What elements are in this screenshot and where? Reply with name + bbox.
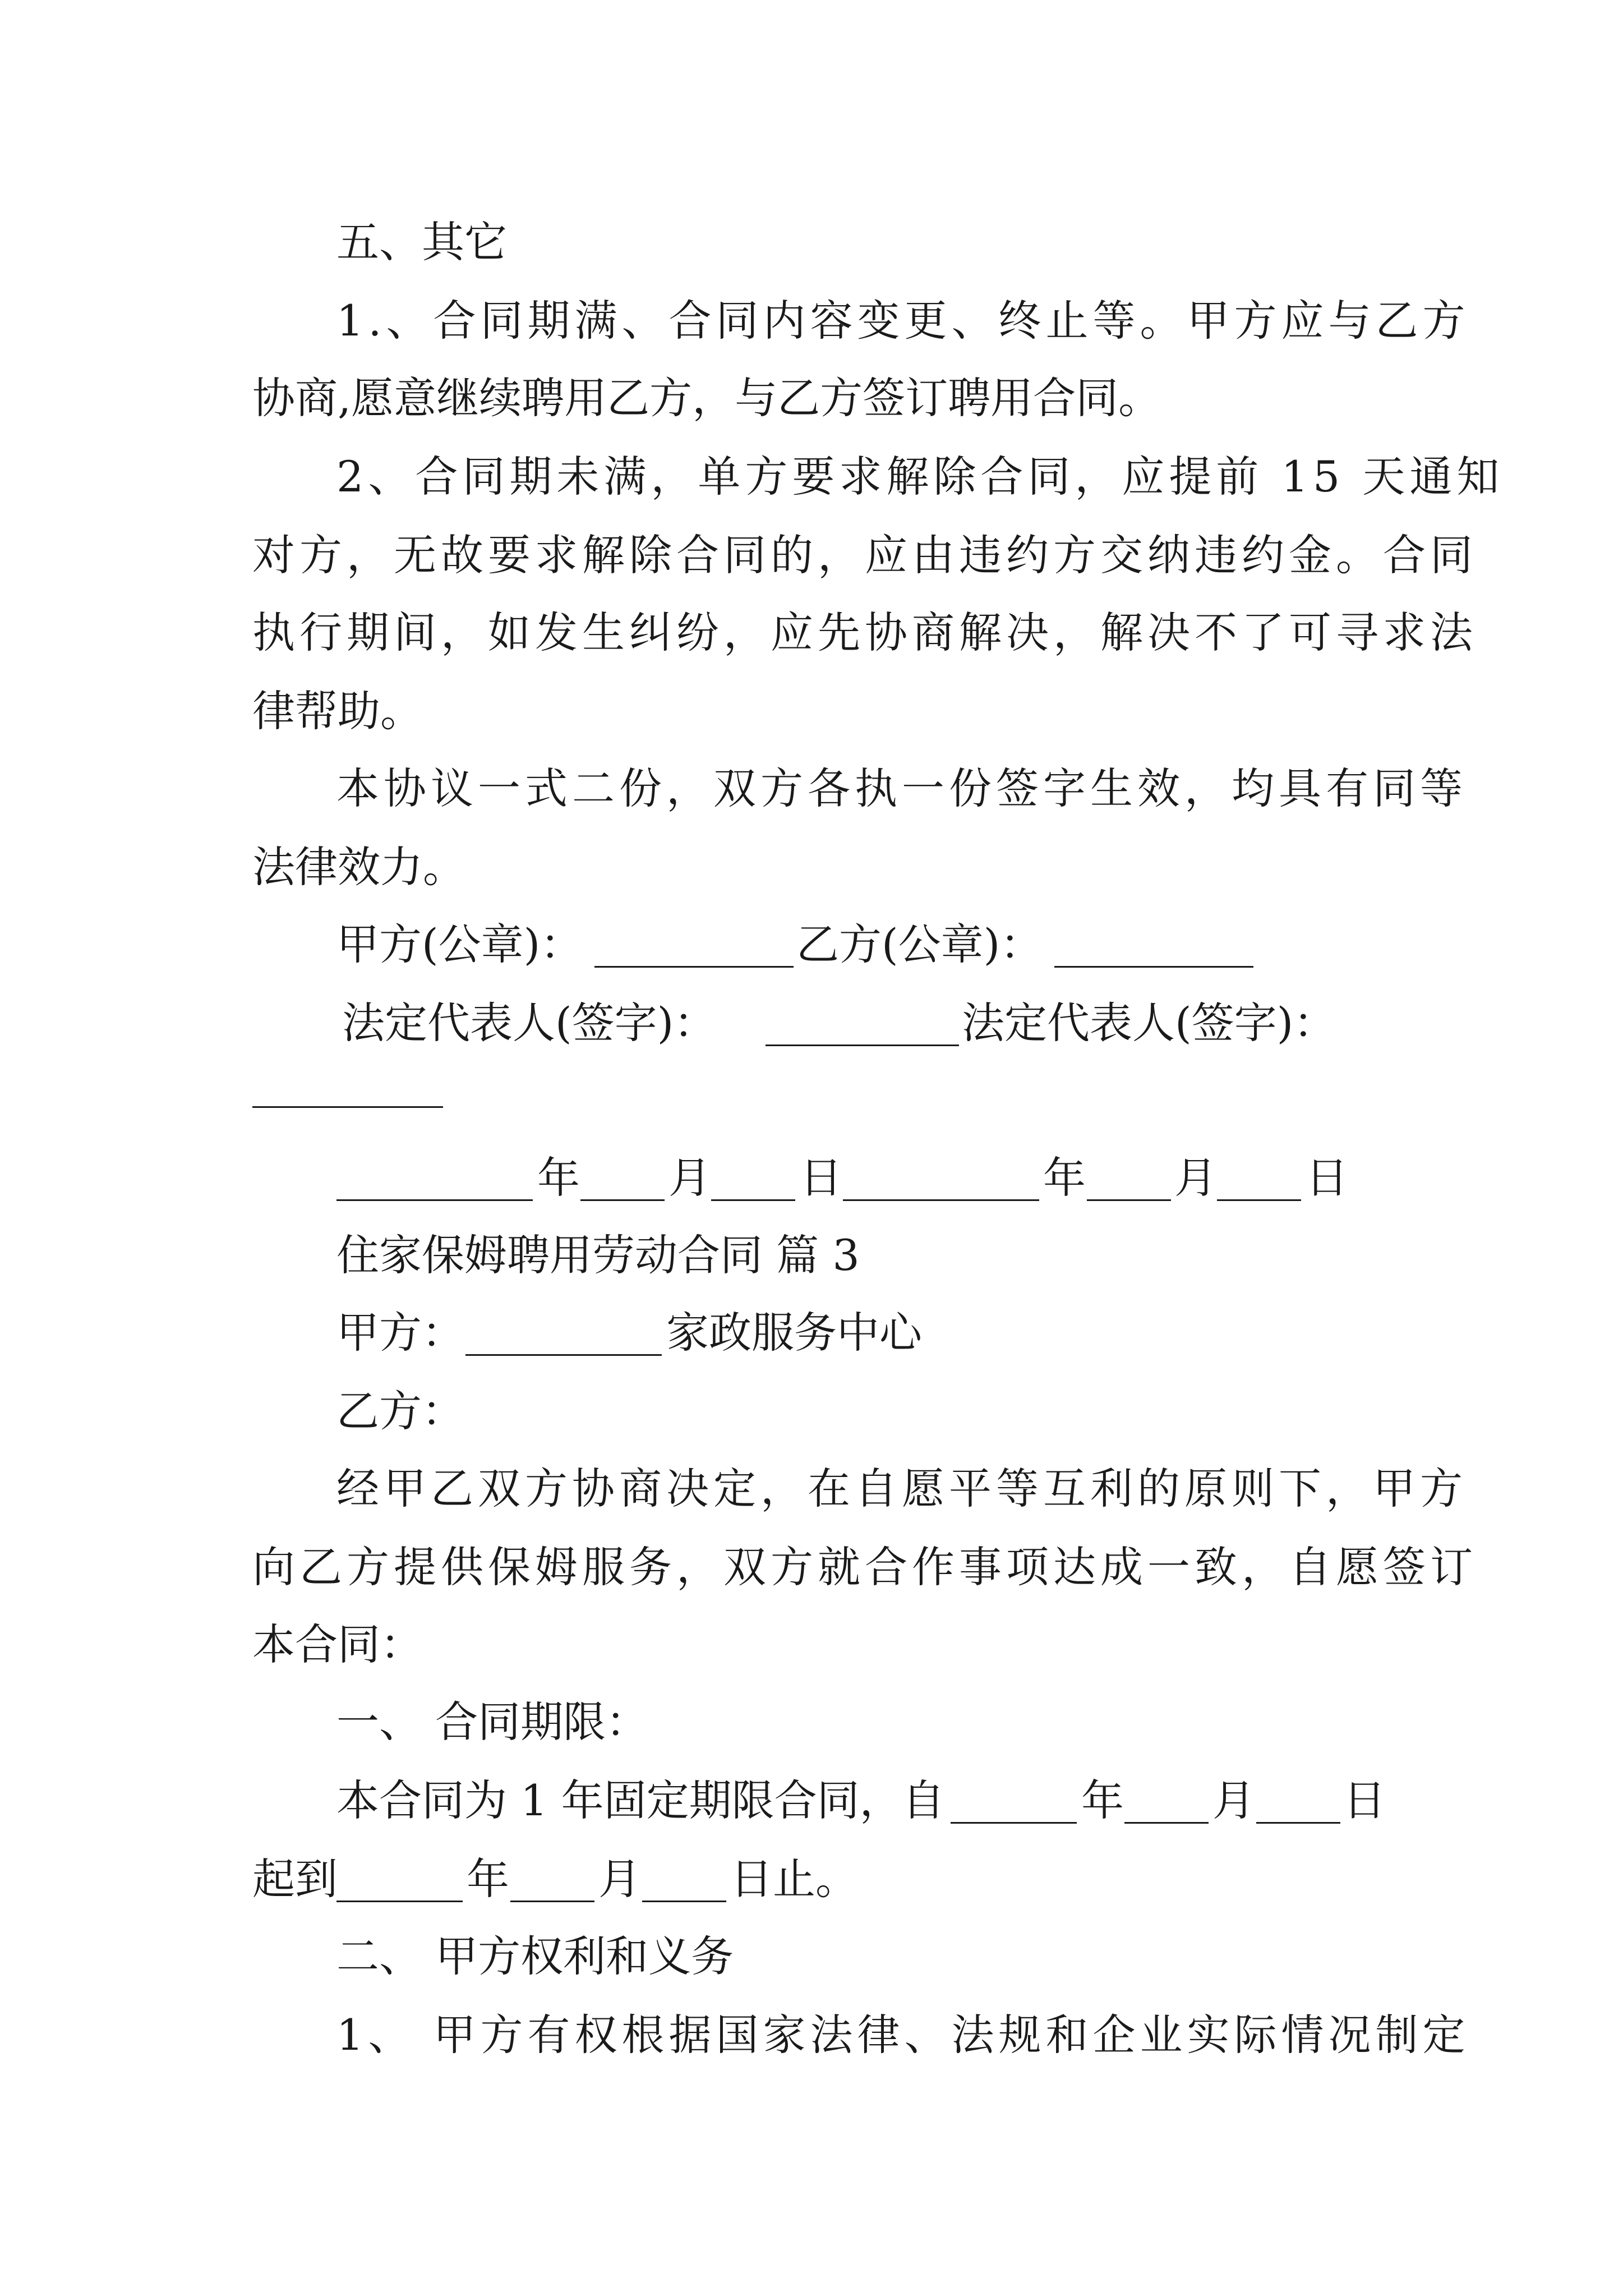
paragraph-line — [0, 516, 1623, 595]
text-line: 起到 — [252, 1854, 338, 1904]
text-line: 本合同： — [252, 1619, 423, 1669]
party-a-suffix: 家政服务中心 — [666, 1308, 922, 1358]
text-line: 法律效力。 — [252, 842, 465, 892]
end-month-blank — [510, 1901, 594, 1902]
day-label: 日止。 — [730, 1854, 858, 1904]
section-heading-rights — [0, 1917, 1623, 1996]
text-line: 住家保姆聘用劳动合同 篇 3 — [336, 1230, 860, 1280]
party-b-seal-label: 乙方(公章)： — [796, 919, 1043, 969]
paragraph-line — [0, 359, 1623, 438]
day-label: 日 — [800, 1153, 842, 1203]
party-b-rep-blank — [252, 1106, 443, 1108]
text-line: 五、其它 — [336, 217, 507, 267]
date-line — [0, 1139, 1623, 1217]
text-line: 本合同为 1 年固定期限合同，自 — [336, 1775, 945, 1825]
section-heading-other — [0, 203, 1623, 282]
text-line: 对方，无故要求解除合同的，应由违约方交纳违约金。合同 — [252, 530, 1477, 580]
month-label: 月 — [1212, 1775, 1255, 1825]
party-a-seal-blank — [594, 966, 794, 968]
text-line: 本协议一式二份，双方各执一份签字生效，均具有同等 — [336, 763, 1467, 813]
text-line: 协商,愿意继续聘用乙方，与乙方签订聘用合同。 — [252, 373, 1161, 423]
month-label: 月 — [598, 1854, 641, 1904]
paragraph-line — [0, 1605, 1623, 1684]
year-blank — [336, 1199, 533, 1201]
term-line — [0, 1761, 1623, 1840]
section-heading-term — [0, 1683, 1623, 1761]
party-b-line — [0, 1372, 1623, 1451]
text-line: 执行期间，如发生纠纷，应先协商解决，解决不了可寻求法 — [252, 608, 1477, 657]
signature-line — [0, 984, 1623, 1062]
day-blank — [1217, 1199, 1301, 1201]
month-blank — [580, 1199, 665, 1201]
year-label: 年 — [1081, 1775, 1124, 1825]
end-year-blank — [336, 1901, 463, 1902]
contract-title — [0, 1216, 1623, 1295]
text-line: 二、 甲方权利和义务 — [336, 1931, 734, 1981]
paragraph-line — [0, 438, 1623, 516]
month-label: 月 — [668, 1153, 711, 1203]
party-a-rep-label: 法定代表人(签字)： — [342, 998, 717, 1048]
day-blank — [711, 1199, 795, 1201]
party-a-name-blank — [465, 1354, 662, 1356]
start-year-blank — [951, 1822, 1077, 1824]
text-line: 1.、合同期满、合同内容变更、终止等。甲方应与乙方 — [336, 296, 1470, 346]
paragraph-line — [0, 282, 1623, 360]
paragraph-line — [0, 1528, 1623, 1607]
text-line: 律帮助。 — [252, 686, 423, 736]
party-a-label: 甲方： — [336, 1308, 464, 1358]
month-blank — [1087, 1199, 1171, 1201]
text-line: 一、 合同期限： — [336, 1697, 649, 1747]
paragraph-line — [0, 1996, 1623, 2074]
paragraph-line — [0, 672, 1623, 751]
party-a-seal-label: 甲方(公章)： — [336, 919, 583, 969]
text-line: 1、 甲方有权根据国家法律、法规和企业实际情况制定 — [336, 2010, 1470, 2060]
month-label: 月 — [1174, 1153, 1217, 1203]
paragraph-line — [0, 593, 1623, 672]
party-a-line — [0, 1294, 1623, 1372]
party-a-rep-blank — [766, 1045, 959, 1046]
day-label: 日 — [1306, 1153, 1348, 1203]
year-blank — [843, 1199, 1039, 1201]
party-b-rep-label: 法定代表人(签字)： — [962, 998, 1336, 1048]
year-label: 年 — [1043, 1153, 1086, 1203]
seal-line — [0, 905, 1623, 984]
text-line: 经甲乙双方协商决定，在自愿平等互利的原则下，甲方 — [336, 1464, 1467, 1513]
party-b-label: 乙方： — [336, 1386, 464, 1436]
term-line — [0, 1840, 1623, 1918]
end-day-blank — [642, 1901, 726, 1902]
text-line: 向乙方提供保姆服务，双方就合作事项达成一致，自愿签订 — [252, 1542, 1477, 1592]
start-month-blank — [1124, 1822, 1209, 1824]
year-label: 年 — [537, 1153, 580, 1203]
party-b-seal-blank — [1054, 966, 1253, 968]
year-label: 年 — [467, 1854, 509, 1904]
paragraph-line — [0, 749, 1623, 828]
paragraph-line — [0, 828, 1623, 907]
day-label: 日 — [1343, 1775, 1386, 1825]
start-day-blank — [1256, 1822, 1340, 1824]
text-line: 2、合同期未满，单方要求解除合同，应提前 15 天通知 — [336, 452, 1504, 501]
paragraph-line — [0, 1450, 1623, 1528]
